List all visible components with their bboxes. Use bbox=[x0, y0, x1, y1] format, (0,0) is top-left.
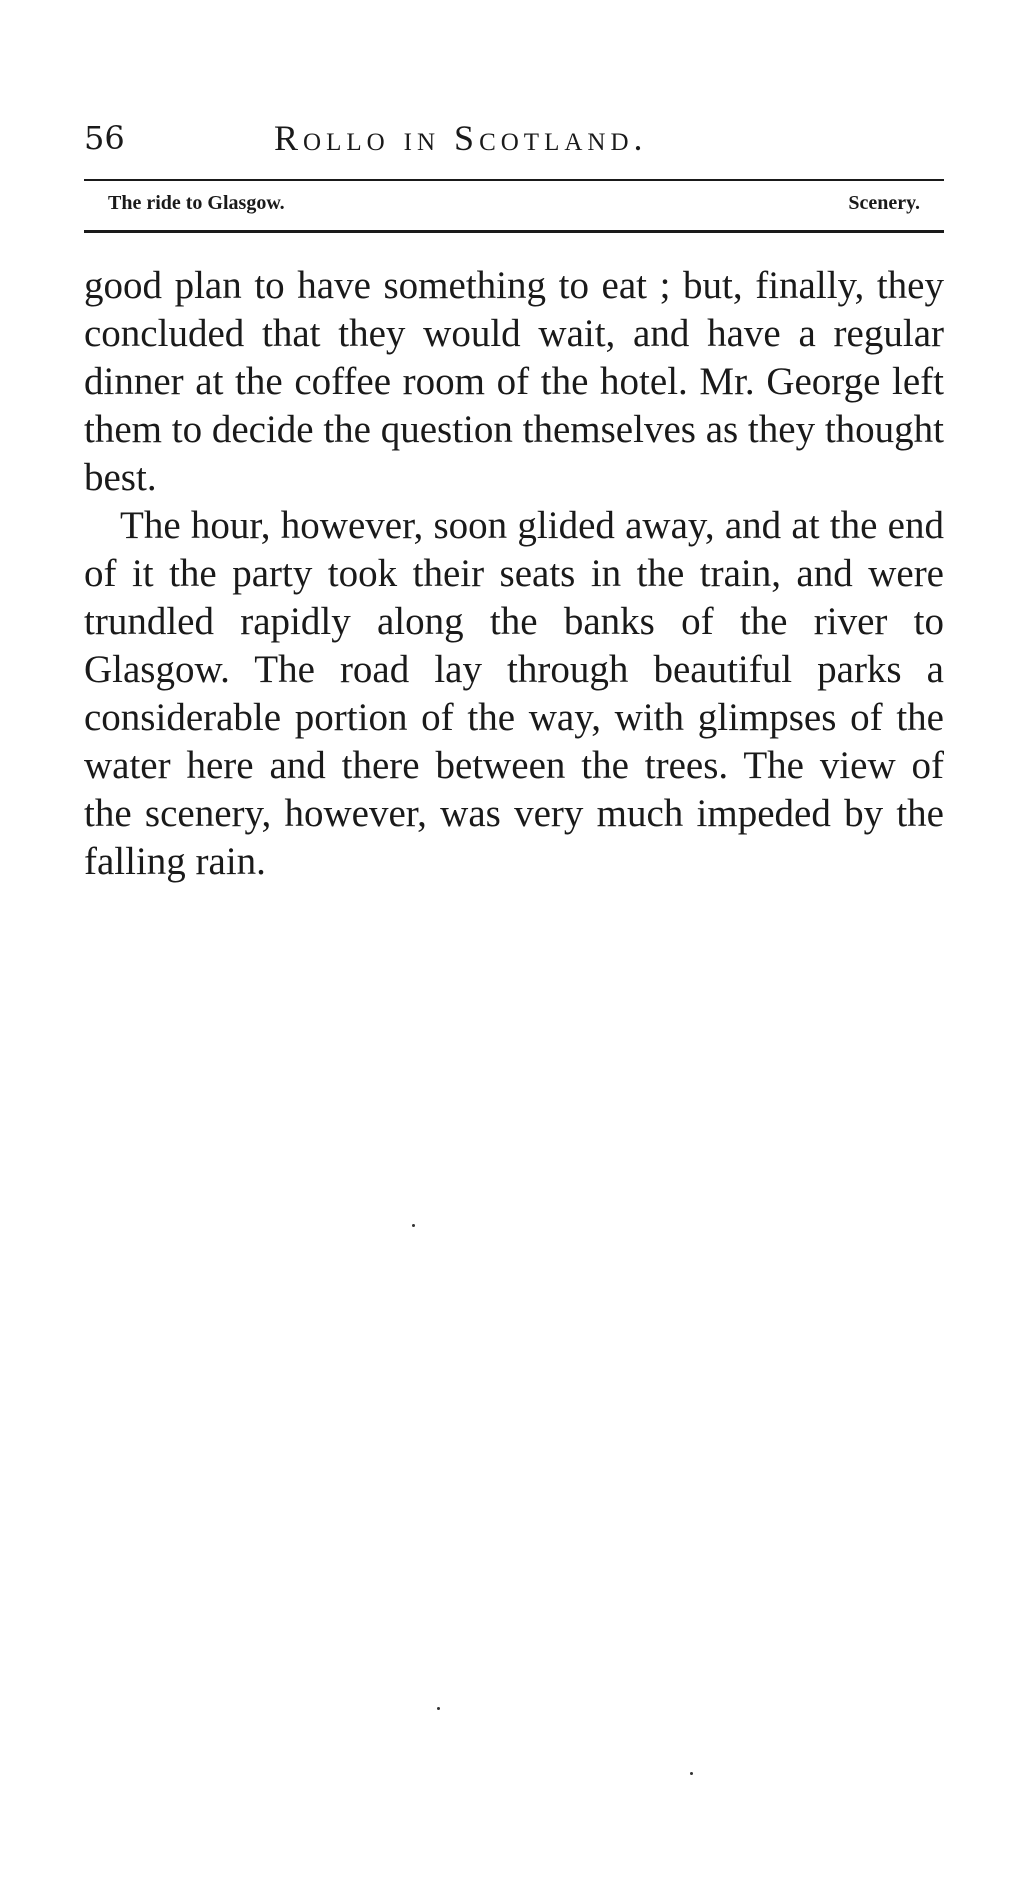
print-speck bbox=[437, 1707, 440, 1710]
print-speck bbox=[690, 1772, 693, 1775]
book-page bbox=[84, 112, 944, 883]
running-head bbox=[84, 112, 944, 164]
header-rule-top bbox=[84, 179, 944, 181]
section-title-left: The ride to Glasgow. bbox=[108, 192, 285, 214]
print-speck bbox=[412, 1224, 415, 1227]
header-rule-bottom bbox=[84, 230, 944, 233]
body-text bbox=[84, 262, 944, 886]
section-title-right: Scenery. bbox=[848, 192, 920, 214]
section-subhead bbox=[84, 190, 944, 220]
paragraph-2: The hour, however, soon glided away, and at the end of it the party took their seats in the train, and were trundled rapidly along the banks of the river to Glasgow. The road lay through beautiful parks a considerable portion of the way, with glimpses of the water here and there between the trees. The view of the scenery, however, was very much impeded by the falling rain. bbox=[84, 504, 944, 883]
paragraph-1: good plan to have something to eat ; but, finally, they concluded that they would wait, and have a regular dinner at the coffee room of the hotel. Mr. George left them to decide the question themselves as they thought best. bbox=[84, 264, 944, 499]
book-title: Rollo in Scotland. bbox=[274, 118, 648, 158]
page-number: 56 bbox=[84, 119, 125, 157]
